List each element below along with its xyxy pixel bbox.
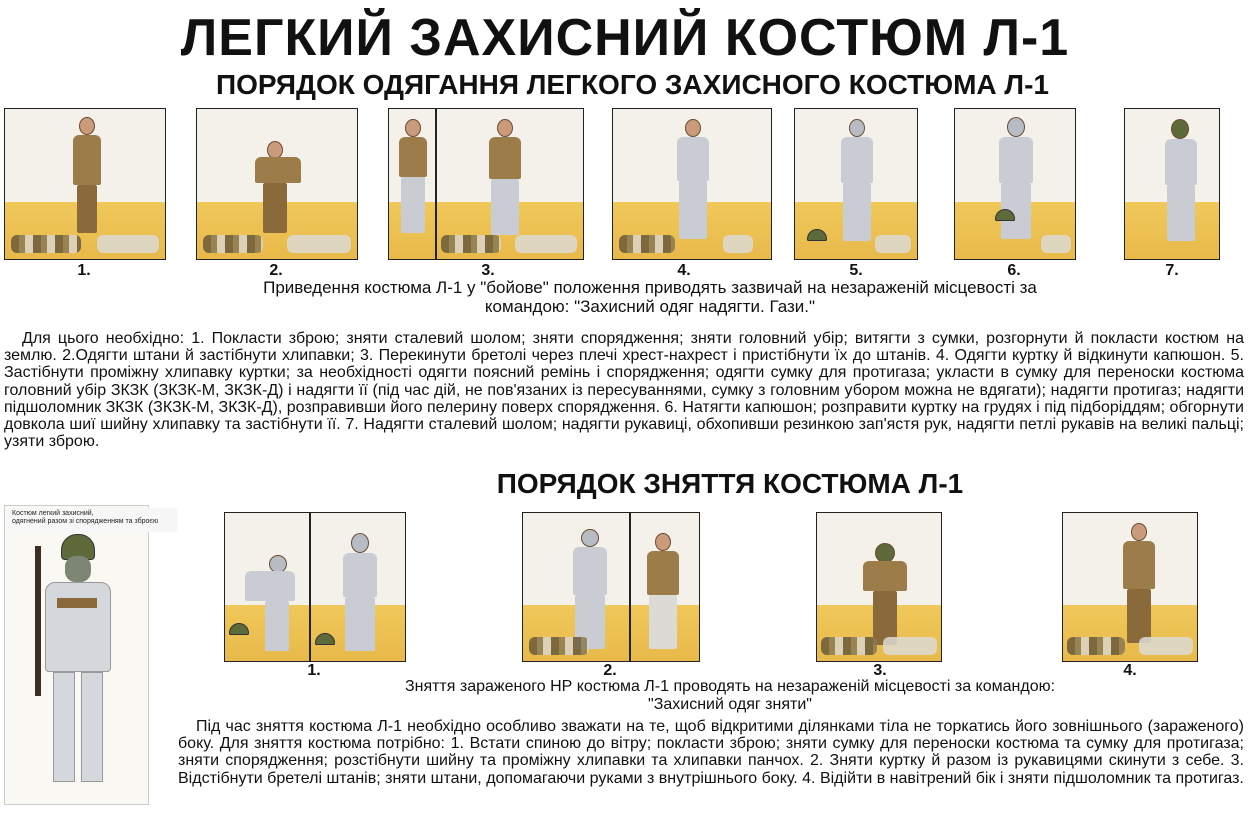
illustration-donning-6: [954, 108, 1076, 260]
illustration-donning-5: [794, 108, 918, 260]
donning-step-number: 7.: [1165, 262, 1179, 279]
removal-caption-line-1: Зняття зараженого НР костюма Л-1 проводять на незараженій місцевості за командою:: [404, 678, 1056, 695]
removal-step-number: 4.: [1123, 662, 1137, 679]
donning-step-number: 6.: [1007, 262, 1021, 279]
removal-instructions: [178, 718, 1244, 787]
suited-soldier-poster: [4, 505, 149, 805]
poster-label: [8, 508, 178, 532]
removal-caption-line-2: "Захисний одяг зняти": [648, 696, 812, 713]
removal-heading: ПОРЯДОК ЗНЯТТЯ КОСТЮМА Л-1: [496, 468, 964, 499]
donning-step-number: 4.: [677, 262, 691, 279]
page-title: ЛЕГКИЙ ЗАХИСНИЙ КОСТЮМ Л-1: [180, 9, 1070, 67]
illustration-removal-2: [522, 512, 700, 662]
illustration-removal-1: [224, 512, 406, 662]
donning-step-number: 1.: [77, 262, 91, 279]
donning-instructions: [4, 330, 1244, 450]
illustration-removal-4: [1062, 512, 1198, 662]
illustration-removal-3: [816, 512, 942, 662]
illustration-donning-3: [388, 108, 584, 260]
donning-step-number: 2.: [269, 262, 283, 279]
poster-label-line-1: Костюм легкий захисний,: [12, 510, 94, 517]
removal-instructions-text: Під час зняття костюма Л-1 необхідно особливо зважати на те, щоб відкритими ділянками тіла не торкатись його зовнішнього (зараженого) боку. Для зняття костюма потрібно: 1. Встати спиною до вітру; покласти зброю; зняти сумку для переноски костюма та сумку для протигаза; зняти спорядження; розстібнути шийну та проміжну хлипавки та хлипавки панчох. 2. Зняти куртку й разом із рукавицями скинути з себе. 3. Відстібнути бретелі штанів; зняти штани, допомагаючи руками з внутрішнього боку. 4. Відійти в навітрений бік і зняти підшоломник та протигаз.: [178, 718, 1244, 787]
donning-step-number: 3.: [481, 262, 495, 279]
removal-step-number: 2.: [603, 662, 617, 679]
removal-caption: [310, 678, 1150, 714]
donning-caption-line-2: командою: "Захисний одяг надягти. Гази.": [484, 297, 816, 316]
illustration-donning-1: [4, 108, 166, 260]
illustration-donning-2: [196, 108, 358, 260]
illustration-donning-7: [1124, 108, 1220, 260]
illustration-donning-4: [612, 108, 772, 260]
donning-caption: [150, 278, 1150, 316]
donning-caption-line-1: Приведення костюма Л-1 у "бойове" положення приводять зазвичай на незараженій місцевості за: [263, 278, 1037, 297]
donning-step-number: 5.: [849, 262, 863, 279]
removal-step-number: 3.: [873, 662, 887, 679]
removal-step-number: 1.: [307, 662, 321, 679]
page-subtitle: ПОРЯДОК ОДЯГАННЯ ЛЕГКОГО ЗАХИСНОГО КОСТЮМА Л-1: [216, 69, 1049, 100]
donning-instructions-text: Для цього необхідно: 1. Покласти зброю; зняти сталевий шолом; зняти спорядження; зняти головний убір; витягти з сумки, розгорнути й покласти костюм на землю. 2.Одягти штани й застібнути хлипавки; 3. Перекинути бретолі через плечі хрест-нахрест і пристібнути їх до штанів. 4. Одягти куртку й відкинути капюшон. 5. Застібнути проміжну хлипавку куртки; за необхідності одягти поясний ремінь і спорядження; одягти сумку для протигаза; укласти в сумку для переноски костюма головний убір ЗКЗК (ЗКЗК-М, ЗКЗК-Д) і надягти її (під час дій, не пов'язаних із пересуваннями, сумку з головним убором можна не вдягати); надягти протигаз; надягти підшоломник ЗКЗК (ЗКЗК-М, ЗКЗК-Д), розправивши його пелерину поверх спорядження. 6. Натягти капюшон; розправити куртку на грудях і під підборіддям; обгорнути довкола шиї шийну хлипавку та застібнути її. 7. Надягти сталевий шолом; надягти рукавиці, обхопивши резинкою зап'ястя рук, надягти петлі рукавів на великі пальці; узяти зброю.: [4, 330, 1244, 451]
poster-label-line-2: одягнений разом зі спорядженням та зброєю: [12, 518, 159, 525]
